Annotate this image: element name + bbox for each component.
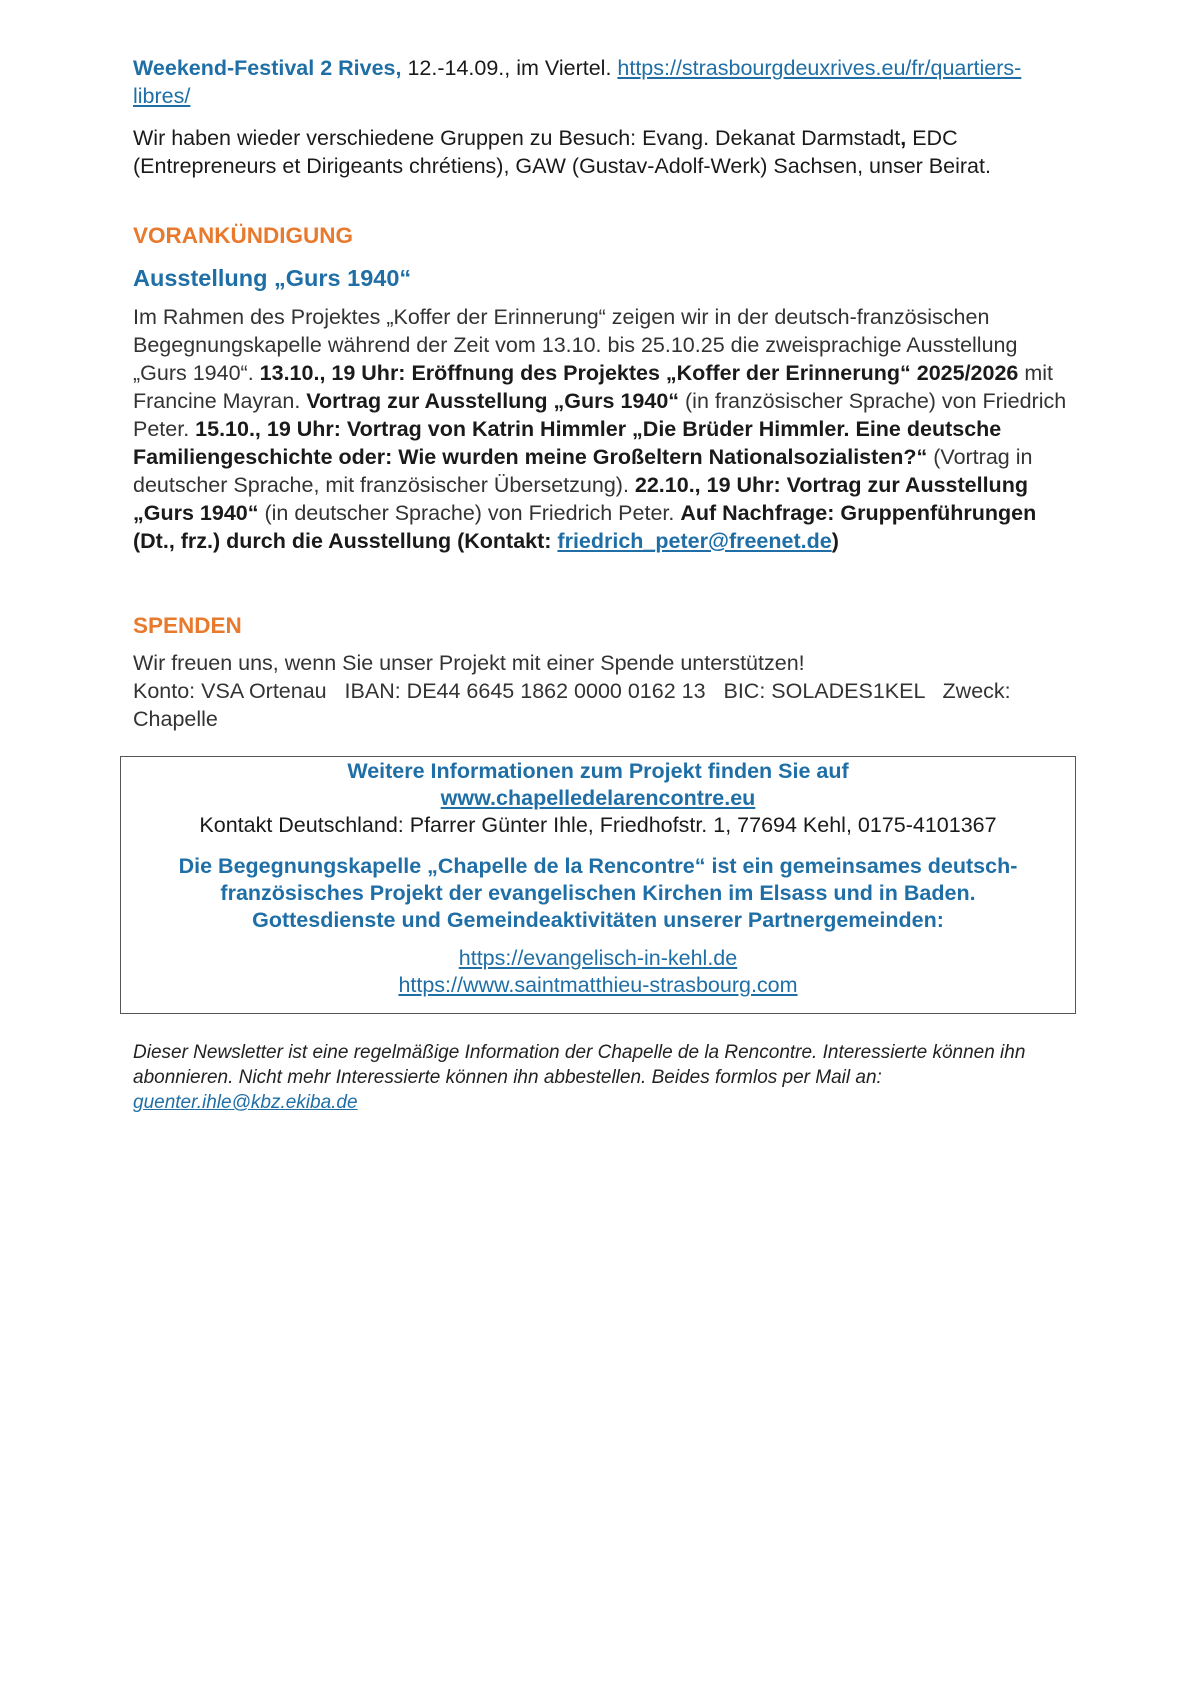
second-lecture-details: (in deutscher Sprache) von Friedrich Peter. [258,501,681,525]
donations-heading: SPENDEN [133,613,242,638]
description-line-3: Gottesdienste und Gemeindeaktivitäten unserer Partnergemeinden: [252,908,944,932]
link-line-1 [121,945,1075,972]
closing-paren: ) [831,529,839,553]
group-tours: Auf Nachfrage: Gruppenführungen (Dt., frz.) durch die Ausstellung (Kontakt: [133,501,1037,553]
link-line-2 [121,972,1075,999]
lecture-details: (in französischer Sprache) von Friedrich Peter. [133,389,1067,441]
description-line-1: Die Begegnungskapelle „Chapelle de la Rencontre“ ist ein gemeinsames deutsch- [178,854,1018,878]
festival-title: Weekend-Festival 2 Rives, [133,56,402,80]
announcement-paragraph [133,303,1073,555]
himmler-details: (Vortrag in deutscher Sprache, mit französischer Übersetzung). [133,445,1033,497]
opening-guest: mit Francine Mayran. [133,361,1054,413]
festival-text: 12.-14.09., im Viertel. [401,56,618,80]
donations-line-1: Wir freuen uns, wenn Sie unser Projekt mit einer Spende unterstützen! [133,651,805,675]
festival-link[interactable]: https://strasbourgdeuxrives.eu/fr/quartiers-libres/ [133,56,1022,108]
festival-paragraph [133,54,1073,110]
contact-email-link[interactable]: friedrich_peter@freenet.de [557,529,832,553]
opening-event: 13.10., 19 Uhr: Eröffnung des Projektes „Koffer der Erinnerung“ 2025/2026 [259,361,1019,385]
contact-line: Kontakt Deutschland: Pfarrer Günter Ihle, Friedhofstr. 1, 77694 Kehl, 0175-4101367 [199,813,997,837]
strasbourg-link[interactable]: https://www.saintmatthieu-strasbourg.com [398,973,798,997]
footer-text [133,1040,1073,1115]
footer-body: Dieser Newsletter ist eine regelmäßige Information der Chapelle de la Rencontre. Interessierte können ihn abonnieren. Nicht mehr Interessierte können ihn abbestellen. Beides formlos per Mail an: [133,1042,1026,1088]
exhibition-title: Ausstellung „Gurs 1940“ [133,265,412,291]
website-link[interactable]: www.chapelledelarencontre.eu [440,786,756,810]
lecture-title: Vortrag zur Ausstellung „Gurs 1940“ [306,389,680,413]
info-box [120,756,1076,1014]
second-lecture: 22.10., 19 Uhr: Vortrag zur Ausstellung „Gurs 1940“ [133,473,1028,525]
groups-text-1: Wir haben wieder verschiedene Gruppen zu Besuch: Evang. Dekanat Darmstadt [133,126,901,150]
donations-account: Konto: VSA Ortenau IBAN: DE44 6645 1862 0000 0162 13 BIC: SOLADES1KEL Zweck: Chapelle [133,679,1017,731]
himmler-lecture: 15.10., 19 Uhr: Vortrag von Katrin Himmler „Die Brüder Himmler. Eine deutsche Familiengeschichte oder: Wie wurden meine Großeltern Nationalsozialisten?“ [133,417,1002,469]
groups-text-2: EDC (Entrepreneurs et Dirigeants chrétiens), GAW (Gustav-Adolf-Werk) Sachsen, unser Beirat. [133,126,991,178]
groups-paragraph [133,124,1073,180]
intro-text: Im Rahmen des Projektes „Koffer der Erinnerung“ zeigen wir in der deutsch-französischen Begegnungskapelle während der Zeit vom 13.10. bis 25.10.25 die zweisprachige Ausstellung „Gurs 1940“. [133,305,1018,385]
footer [133,1040,1073,1115]
description-line-2: französisches Projekt der evangelischen Kirchen im Elsass und in Baden. [220,881,976,905]
main-content [133,54,1073,733]
website-line [121,785,1075,812]
footer-email-link[interactable]: guenter.ihle@kbz.ekiba.de [133,1092,358,1113]
groups-comma: , [900,126,907,150]
announcement-heading: VORANKÜNDIGUNG [133,223,354,248]
info-line: Weitere Informationen zum Projekt finden Sie auf [347,759,849,783]
kehl-link[interactable]: https://evangelisch-in-kehl.de [458,946,738,970]
